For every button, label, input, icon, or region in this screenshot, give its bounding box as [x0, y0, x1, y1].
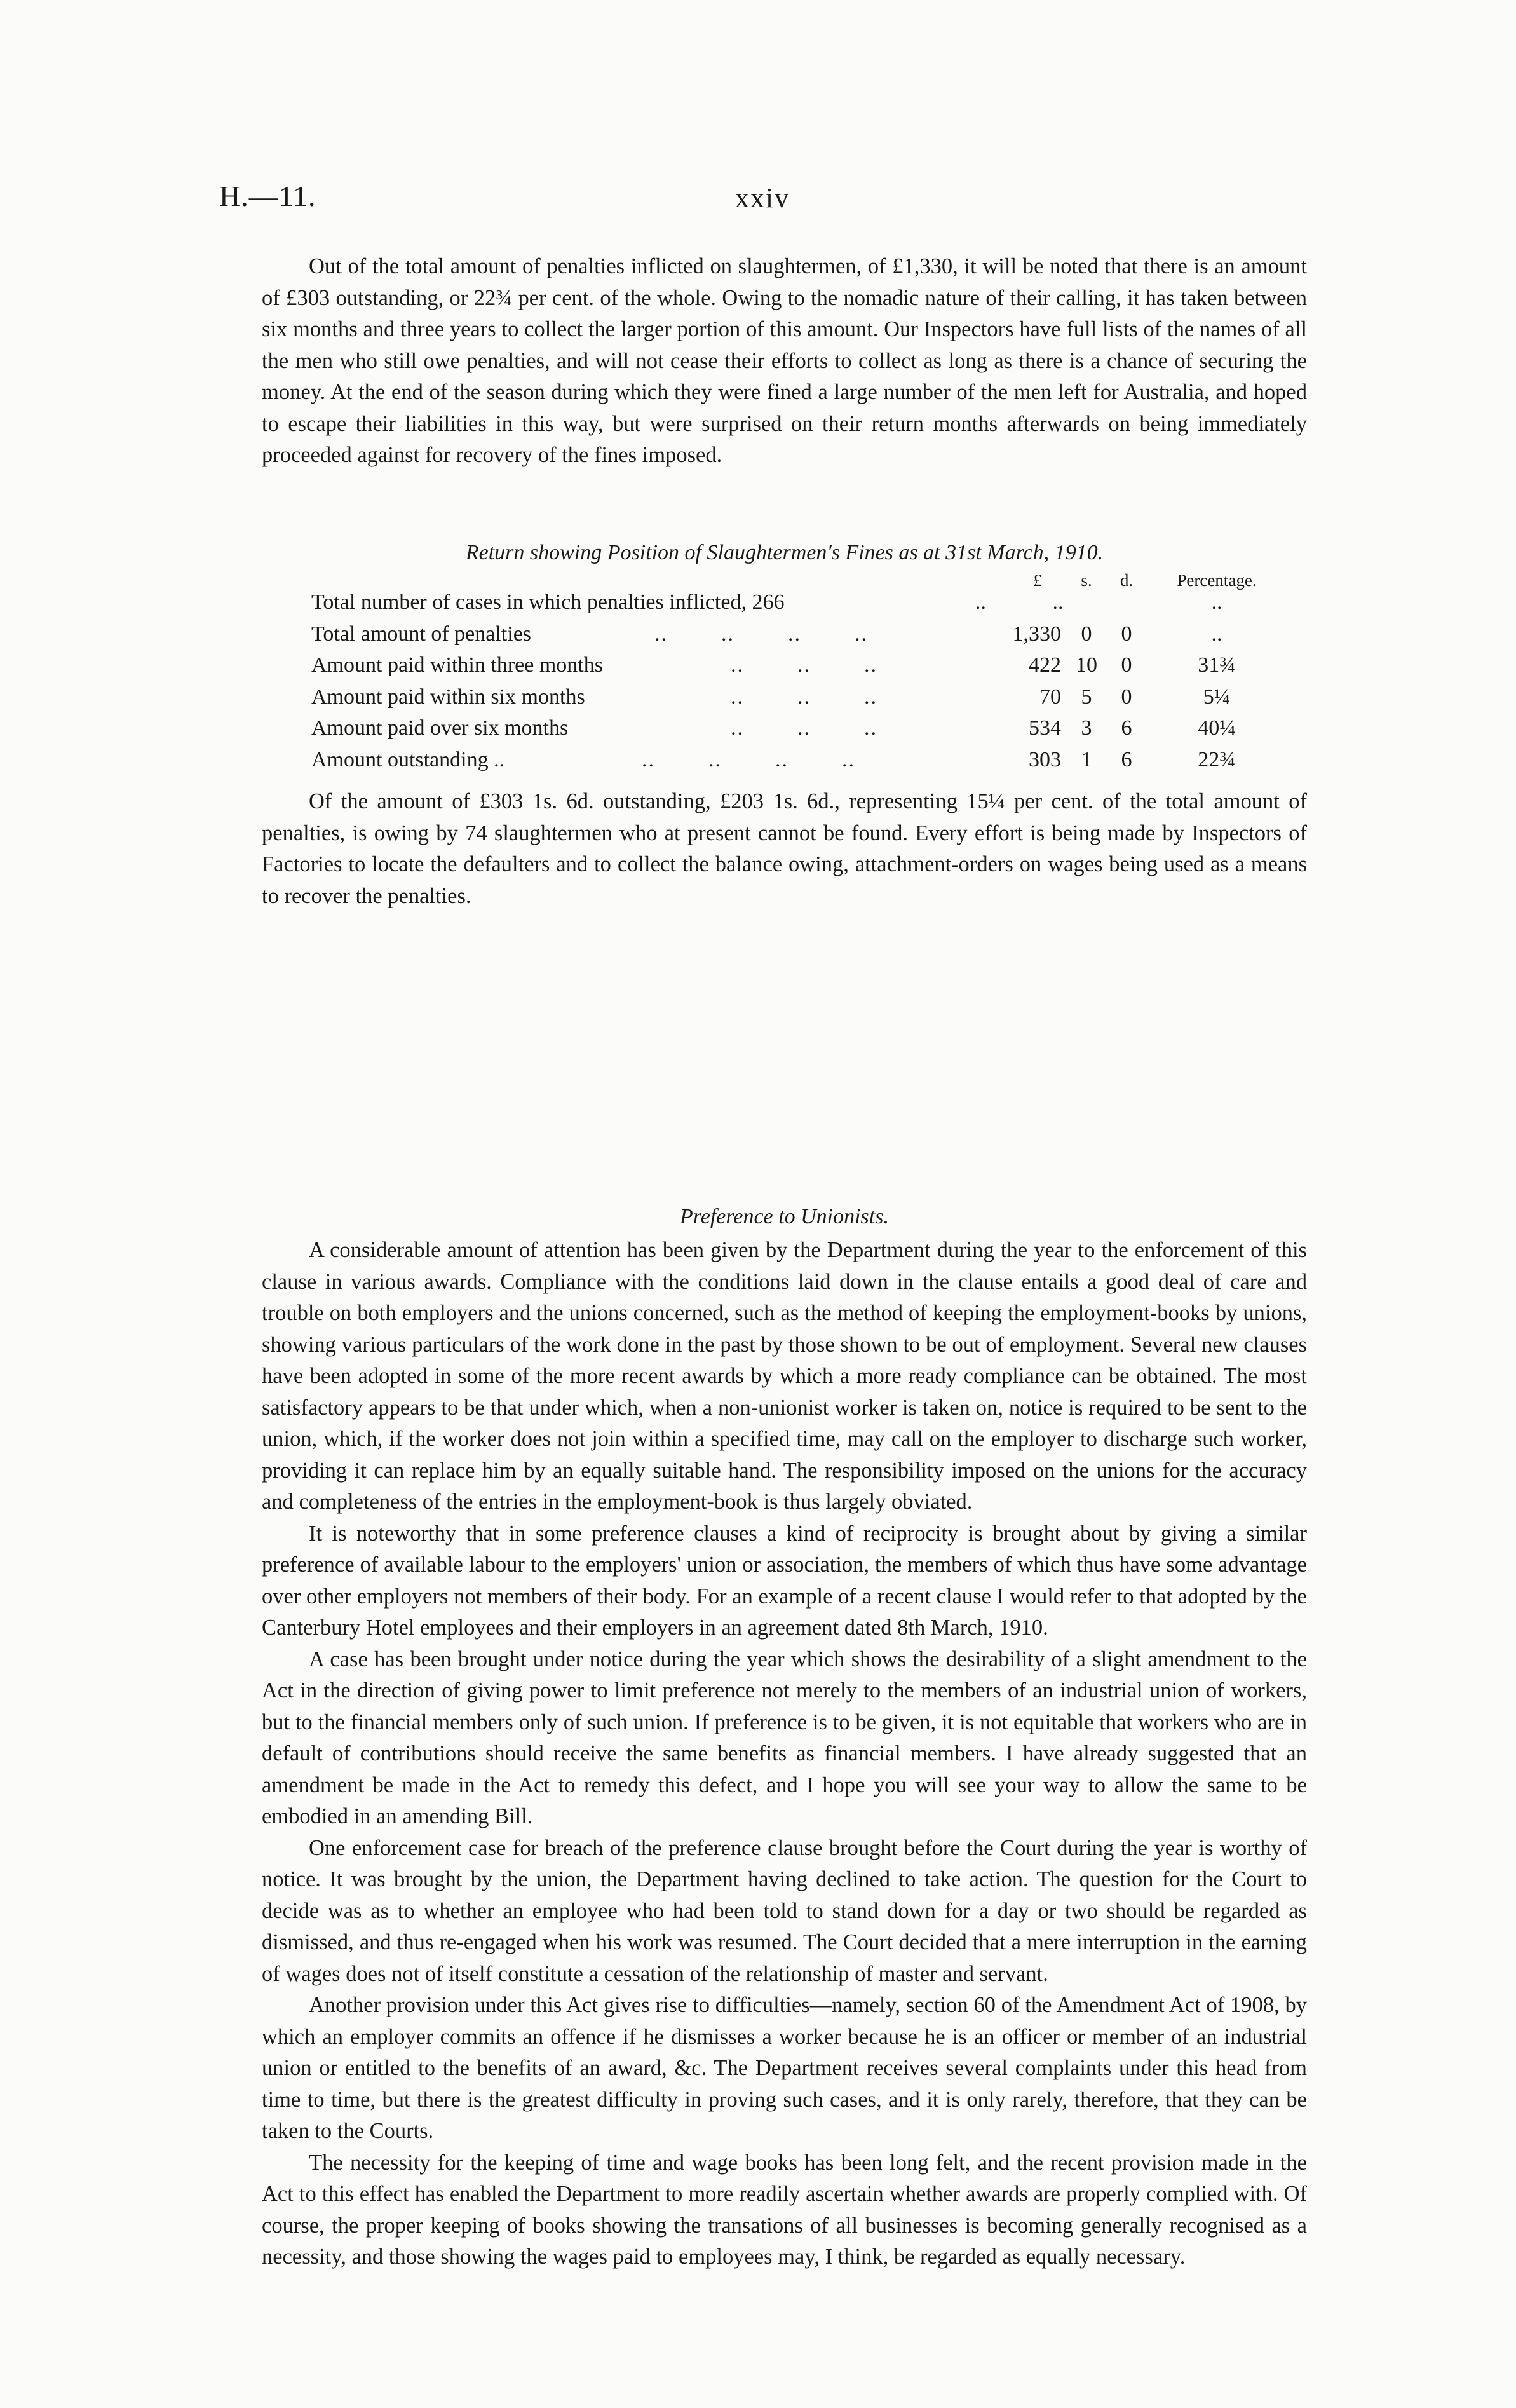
- row-pounds: ..: [1052, 590, 1064, 614]
- table-row: Amount paid within six months .. .. .. 70 5 0 5¼: [311, 681, 1277, 713]
- row-pence: 0: [1121, 622, 1132, 646]
- header-percentage: Percentage.: [1177, 571, 1257, 590]
- row-shillings: 5: [1081, 684, 1092, 709]
- row-percentage: 31¾: [1198, 653, 1236, 677]
- row-pence: 0: [1121, 653, 1132, 677]
- row-shillings: 0: [1081, 622, 1092, 646]
- fines-table: [311, 561, 1277, 775]
- header-shillings: s.: [1081, 571, 1092, 590]
- row-shillings: 10: [1076, 653, 1097, 677]
- row-percentage: 22¾: [1198, 747, 1236, 772]
- intro-paragraph: Out of the total amount of penalties inflicted on slaughtermen, of £1,330, it will be noted that there is an amount of £303 outstanding, or 22¾ per cent. of the whole. Owing to the nomadic nature of their calling, it has taken between six months and three years to collect the larger portion of this amount. Our Inspectors have full lists of the names of all the men who still owe penalties, and will not cease their efforts to collect as long as there is a chance of securing the money. At the end of the season during which they were fined a large number of the men left for Australia, and hoped to escape their liabilities in this way, but were surprised on their return months afterwards on being immediately proceeded against for recovery of the fines imposed.: [262, 254, 1307, 467]
- intro-paragraph-block: [262, 251, 1307, 472]
- section-paragraph: One enforcement case for breach of the preference clause brought before the Court during the year is worthy of notice. It was brought by the union, the Department having declined to take action. The question for the Court to decide was as to whether an employee who had been told to stand down for a day or two should be regarded as dismissed, and thus re-engaged when his work was resumed. The Court decided that a mere interruption in the earning of wages does not of itself constitute a cessation of the relationship of master and servant.: [262, 1835, 1307, 1986]
- row-pounds: 534: [1029, 716, 1061, 740]
- preference-section-body: [262, 1235, 1307, 2273]
- header-pounds: £: [1033, 571, 1042, 590]
- row-label: Amount paid within three months: [311, 653, 603, 677]
- row-label: Amount paid within six months: [311, 684, 585, 709]
- table-row: Amount paid within three months .. .. .. 422 10 0 31¾: [311, 650, 1277, 681]
- section-heading: Preference to Unionists.: [680, 1205, 889, 1228]
- table-header-row: [311, 561, 1277, 590]
- page-header: [219, 179, 1306, 217]
- row-shillings: 3: [1081, 716, 1092, 740]
- page-number: xxiv: [734, 182, 790, 214]
- document-code: H.—11.: [219, 180, 316, 212]
- table-row: Total amount of penalties .. .. .. .. 1,330 0 0 ..: [311, 618, 1277, 650]
- row-label: Total amount of penalties: [311, 622, 532, 646]
- section-paragraph: Another provision under this Act gives rise to difficulties—namely, section 60 of the Amendment Act of 1908, by which an employer commits an offence if he dismisses a worker because he is an officer or member of an industrial union or entitled to the benefits of an award, &c. The Department receives several complaints under this head from time to time, but there is the greatest difficulty in proving such cases, and it is only rarely, therefore, that they can be taken to the Courts.: [262, 1993, 1307, 2143]
- section-paragraph: The necessity for the keeping of time and wage books has been long felt, and the recent provision made in the Act to this effect has enabled the Department to more readily ascertain whether awards are properly complied with. Of course, the proper keeping of books showing the transations of all businesses is becoming generally recognised as a necessity, and those showing the wages paid to employees may, I think, be regarded as equally necessary.: [262, 2150, 1307, 2269]
- section-paragraph: A case has been brought under notice during the year which shows the desirability of a slight amendment to the Act in the direction of giving power to limit preference not merely to the members of an industrial union of workers, but to the financial members only of such union. If preference is to be given, it is not equitable that workers who are in default of contributions should receive the same benefits as financial members. I have already suggested that an amendment be made in the Act to remedy this defect, and I hope you will see your way to allow the same to be embodied in an amending Bill.: [262, 1647, 1307, 1828]
- table-row: Amount paid over six months .. .. .. 534 3 6 40¼: [311, 712, 1277, 744]
- row-pounds: 422: [1029, 653, 1061, 677]
- row-label: Amount outstanding ..: [311, 747, 505, 772]
- row-pence: 0: [1121, 684, 1132, 709]
- row-pounds: 1,330: [1012, 622, 1061, 646]
- header-pence: d.: [1120, 571, 1134, 590]
- row-percentage: ..: [1211, 622, 1222, 646]
- row-pounds: 303: [1029, 747, 1061, 772]
- row-label: Amount paid over six months: [311, 716, 569, 740]
- row-shillings: 1: [1081, 747, 1092, 772]
- table-title: Return showing Position of Slaughtermen's Fines as at 31st March, 1910.: [465, 541, 1104, 564]
- table-row: Total number of cases in which penalties inflicted, 266 .. .. ..: [311, 587, 1277, 618]
- outstanding-paragraph-block: [262, 786, 1307, 912]
- row-percentage: ..: [1211, 590, 1222, 614]
- row-label: Total number of cases in which penalties inflicted, 266: [311, 590, 785, 614]
- section-paragraph: It is noteworthy that in some preference clauses a kind of reciprocity is brought about by giving a similar preference of available labour to the employers' union or association, the members of which thus have some advantage over other employers not members of their body. For an example of a recent clause I would refer to that adopted by the Canterbury Hotel employees and their employers in an agreement dated 8th March, 1910.: [262, 1521, 1307, 1640]
- row-pounds: 70: [1039, 684, 1061, 709]
- row-percentage: 40¼: [1198, 716, 1236, 740]
- section-paragraph: A considerable amount of attention has been given by the Department during the year to the enforcement of this clause in various awards. Compliance with the conditions laid down in the clause entails a good deal of care and trouble on both employers and the unions concerned, such as the method of keeping the employment-books by unions, showing various particulars of the work done in the past by those shown to be out of employment. Several new clauses have been adopted in some of the more recent awards by which a more ready compliance can be obtained. The most satisfactory appears to be that under which, when a non-unionist worker is taken on, notice is required to be sent to the union, which, if the worker does not join within a specified time, may call on the employer to discharge such worker, providing it can replace him by an equally suitable hand. The responsibility imposed on the unions for the accuracy and completeness of the entries in the employment-book is thus largely obviated.: [262, 1238, 1307, 1514]
- table-row: Amount outstanding .. .. .. .. .. 303 1 6 22¾: [311, 744, 1277, 776]
- row-pence: 6: [1121, 747, 1132, 772]
- row-percentage: 5¼: [1203, 684, 1231, 709]
- outstanding-paragraph: Of the amount of £303 1s. 6d. outstanding, £203 1s. 6d., representing 15¼ per cent. of the total amount of penalties, is owing by 74 slaughtermen who at present cannot be found. Every effort is being made by Inspectors of Factories to locate the defaulters and to collect the balance owing, attachment-orders on wages being used as a means to recover the penalties.: [262, 789, 1307, 908]
- row-pence: 6: [1121, 716, 1132, 740]
